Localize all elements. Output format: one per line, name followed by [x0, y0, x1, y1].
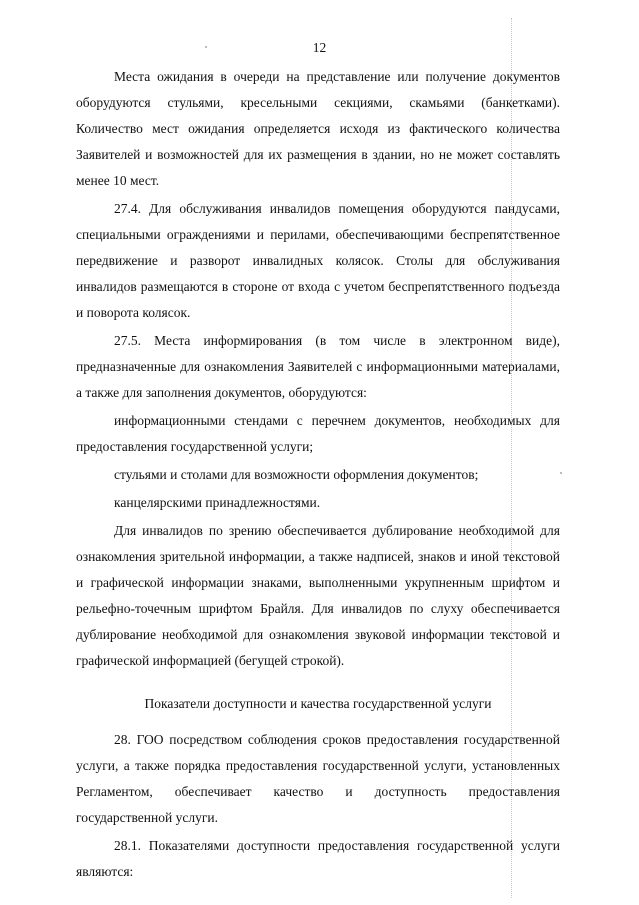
document-body	[76, 64, 560, 885]
paragraph-waiting-places: Места ожидания в очереди на представление или получение документов оборудуются стульями, кресельными секциями, скамьями (банкетками). Количество мест ожидания определяется исходя из фактического количества Заявителей и возможностей для их размещения в здании, но не может составлять менее 10 мест.	[76, 69, 560, 188]
paragraph-28: 28. ГОО посредством соблюдения сроков предоставления государственной услуги, а также порядка предоставления государственной услуги, установленных Регламентом, обеспечивает качество и доступность предоставления государственной услуги.	[76, 732, 560, 825]
list-item-stationery: канцелярскими принадлежностями.	[114, 495, 321, 510]
paragraph-28-1: 28.1. Показателями доступности предоставления государственной услуги являются:	[76, 838, 560, 879]
paragraph-27-5: 27.5. Места информирования (в том числе в электронном виде), предназначенные для ознакомления Заявителей с информационными материалами, а также для заполнения документов, оборудуются:	[76, 333, 560, 400]
page-number: 12	[312, 40, 327, 55]
list-item-chairs-tables: стульями и столами для возможности оформления документов;	[114, 467, 479, 482]
paragraph-visually-impaired: Для инвалидов по зрению обеспечивается дублирование необходимой для ознакомления зрительной информации, а также надписей, знаков и иной текстовой и графической информации знаками, выполненными укрупненным шрифтом и рельефно-точечным шрифтом Брайля. Для инвалидов по слуху обеспечивается дублирование необходимой для ознакомления звуковой информации текстовой и графической информацией (бегущей строкой).	[76, 523, 560, 668]
section-heading: Показатели доступности и качества государственной услуги	[144, 696, 492, 711]
list-item-info-stands: информационными стендами с перечнем документов, необходимых для предоставления государственной услуги;	[76, 413, 560, 454]
paragraph-27-4: 27.4. Для обслуживания инвалидов помещения оборудуются пандусами, специальными ограждениями и перилами, обеспечивающими беспрепятственное передвижение и разворот инвалидных колясок. Столы для обслуживания инвалидов размещаются в стороне от входа с учетом беспрепятственного подъезда и поворота колясок.	[76, 201, 560, 320]
scan-speck	[560, 472, 562, 474]
